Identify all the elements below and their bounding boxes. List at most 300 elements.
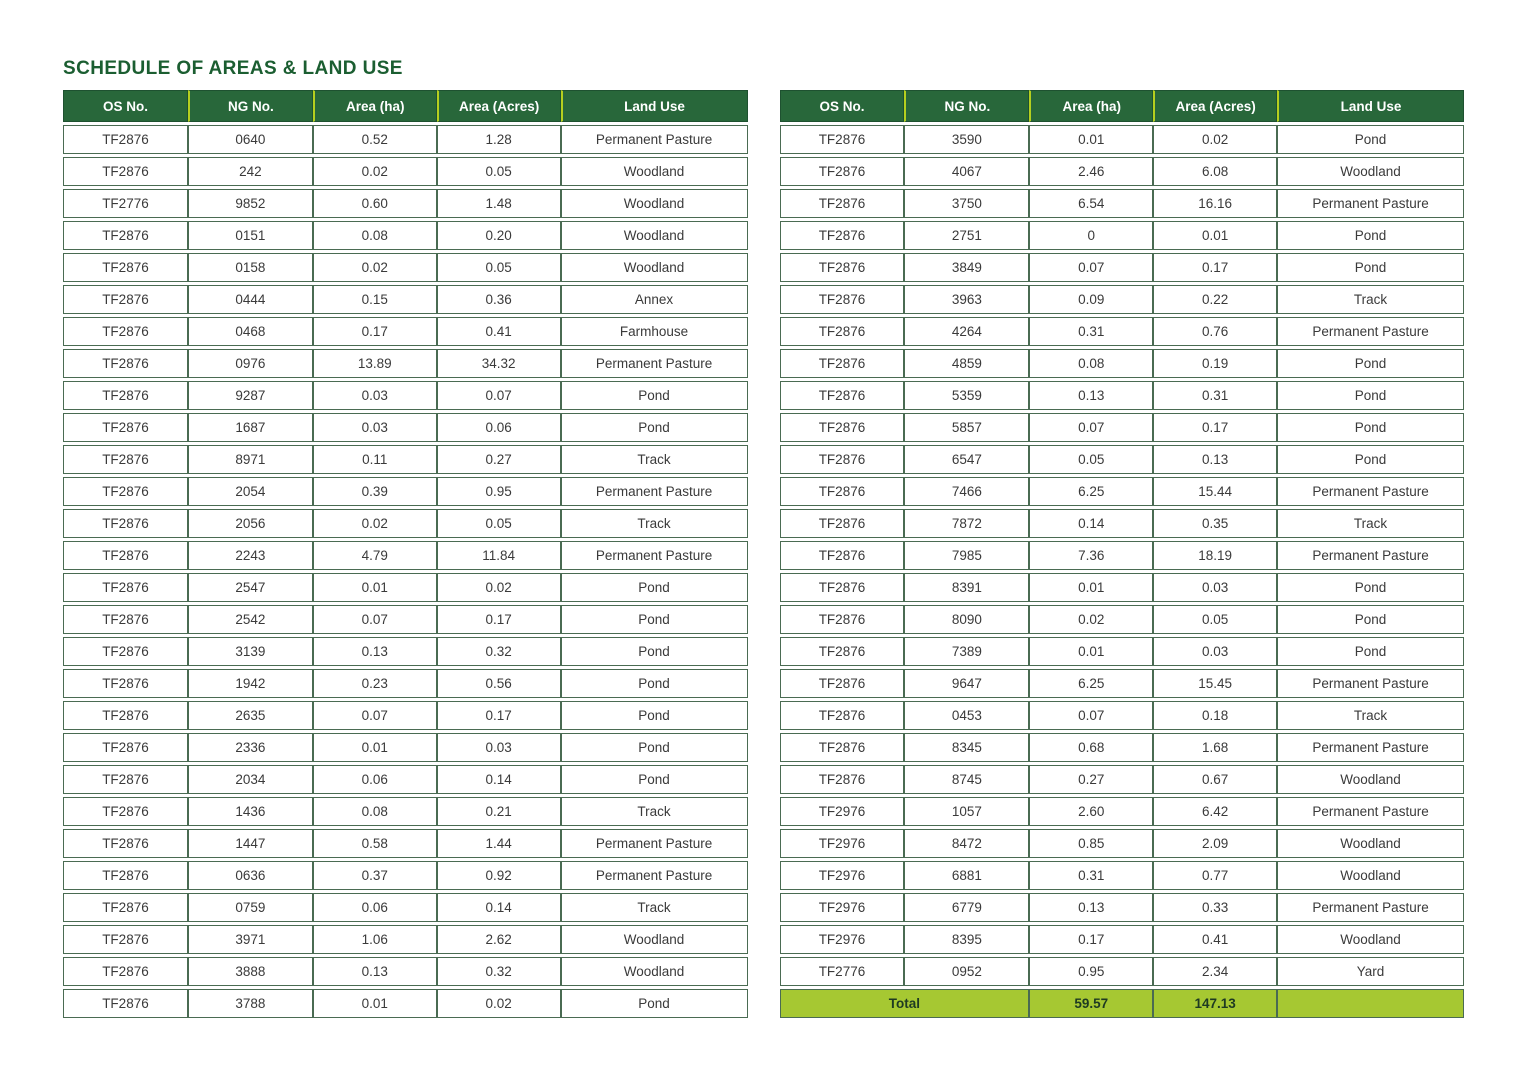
cell-land-use: Pond [561,701,748,730]
cell-os-no: TF2876 [780,253,905,282]
cell-land-use: Permanent Pasture [561,349,748,378]
table-row [780,445,1465,474]
page-title: SCHEDULE OF AREAS & LAND USE [63,58,403,79]
table-row [780,157,1465,186]
cell-area-acres: 0.33 [1153,893,1277,922]
total-area-acres: 147.13 [1153,989,1277,1018]
cell-area-acres: 0.02 [1153,125,1277,154]
cell-land-use: Pond [561,765,748,794]
cell-area-acres: 0.02 [437,989,561,1018]
cell-os-no: TF2876 [63,893,188,922]
cell-ng-no: 9647 [904,669,1029,698]
cell-os-no: TF2876 [63,541,188,570]
cell-area-ha: 2.46 [1029,157,1153,186]
cell-area-ha: 0.07 [1029,413,1153,442]
cell-land-use: Permanent Pasture [1277,893,1464,922]
cell-os-no: TF2876 [780,317,905,346]
cell-ng-no: 5857 [904,413,1029,442]
cell-area-ha: 0 [1029,221,1153,250]
cell-ng-no: 0468 [188,317,313,346]
cell-ng-no: 0158 [188,253,313,282]
cell-ng-no: 0636 [188,861,313,890]
cell-os-no: TF2876 [63,989,188,1018]
cell-area-ha: 0.07 [313,605,437,634]
cell-land-use: Pond [561,989,748,1018]
cell-os-no: TF2876 [780,445,905,474]
cell-area-ha: 0.01 [1029,573,1153,602]
cell-area-ha: 1.06 [313,925,437,954]
cell-os-no: TF2876 [780,157,905,186]
cell-land-use: Pond [561,733,748,762]
schedule-table-left [63,87,748,1021]
cell-os-no: TF2876 [780,637,905,666]
cell-area-acres: 0.17 [1153,253,1277,282]
cell-area-ha: 0.02 [313,253,437,282]
cell-os-no: TF2876 [63,157,188,186]
cell-os-no: TF2876 [63,253,188,282]
cell-area-acres: 1.48 [437,189,561,218]
cell-area-acres: 0.03 [1153,637,1277,666]
column-header-area-ha: Area (ha) [313,90,437,122]
cell-os-no: TF2876 [63,221,188,250]
cell-area-acres: 0.17 [437,605,561,634]
column-header-os-no: OS No. [780,90,905,122]
cell-land-use: Pond [561,381,748,410]
cell-area-acres: 0.56 [437,669,561,698]
table-row [63,541,748,570]
cell-ng-no: 0444 [188,285,313,314]
table-row [780,413,1465,442]
cell-os-no: TF2876 [63,573,188,602]
cell-area-ha: 0.14 [1029,509,1153,538]
table-row [63,701,748,730]
cell-land-use: Pond [1277,605,1464,634]
cell-os-no: TF2776 [780,957,905,986]
cell-area-acres: 0.22 [1153,285,1277,314]
cell-land-use: Pond [561,669,748,698]
cell-area-ha: 0.85 [1029,829,1153,858]
cell-area-ha: 0.39 [313,477,437,506]
cell-os-no: TF2876 [780,509,905,538]
column-header-ng-no: NG No. [188,90,313,122]
cell-land-use: Woodland [1277,925,1464,954]
cell-ng-no: 3849 [904,253,1029,282]
cell-ng-no: 6547 [904,445,1029,474]
cell-area-acres: 0.27 [437,445,561,474]
cell-area-acres: 0.41 [437,317,561,346]
cell-area-ha: 0.02 [1029,605,1153,634]
table-row [780,829,1465,858]
cell-area-ha: 0.06 [313,765,437,794]
cell-area-ha: 0.52 [313,125,437,154]
cell-ng-no: 8472 [904,829,1029,858]
table-row [63,829,748,858]
cell-land-use: Track [1277,509,1464,538]
cell-area-acres: 0.41 [1153,925,1277,954]
cell-os-no: TF2976 [780,797,905,826]
table-row [780,861,1465,890]
cell-ng-no: 5359 [904,381,1029,410]
cell-area-ha: 0.11 [313,445,437,474]
column-header-area-acres: Area (Acres) [437,90,561,122]
cell-os-no: TF2876 [63,125,188,154]
cell-os-no: TF2876 [63,509,188,538]
cell-ng-no: 6779 [904,893,1029,922]
cell-area-acres: 1.28 [437,125,561,154]
cell-ng-no: 2635 [188,701,313,730]
table-row [63,189,748,218]
cell-ng-no: 2054 [188,477,313,506]
cell-land-use: Permanent Pasture [1277,189,1464,218]
cell-ng-no: 9852 [188,189,313,218]
column-header-area-ha: Area (ha) [1029,90,1153,122]
cell-ng-no: 8971 [188,445,313,474]
table-row [780,669,1465,698]
table-row [63,893,748,922]
column-header-area-acres: Area (Acres) [1153,90,1277,122]
cell-ng-no: 0151 [188,221,313,250]
cell-ng-no: 1942 [188,669,313,698]
table-row [63,221,748,250]
table-row [63,157,748,186]
cell-area-ha: 0.02 [313,509,437,538]
cell-area-acres: 0.32 [437,637,561,666]
cell-area-acres: 11.84 [437,541,561,570]
cell-land-use: Track [561,445,748,474]
cell-os-no: TF2876 [63,925,188,954]
table-row [780,509,1465,538]
cell-os-no: TF2876 [63,765,188,794]
header-row [63,90,748,122]
cell-ng-no: 3590 [904,125,1029,154]
cell-ng-no: 8745 [904,765,1029,794]
cell-area-acres: 0.05 [437,509,561,538]
table-row [780,349,1465,378]
cell-land-use: Yard [1277,957,1464,986]
cell-area-acres: 2.34 [1153,957,1277,986]
column-header-ng-no: NG No. [904,90,1029,122]
table-row [63,125,748,154]
table-row [63,669,748,698]
table-row [63,637,748,666]
cell-area-ha: 0.07 [313,701,437,730]
cell-area-acres: 18.19 [1153,541,1277,570]
cell-land-use: Pond [1277,381,1464,410]
cell-land-use: Permanent Pasture [561,477,748,506]
cell-area-ha: 0.05 [1029,445,1153,474]
cell-area-acres: 0.36 [437,285,561,314]
cell-ng-no: 4264 [904,317,1029,346]
table-row [780,317,1465,346]
cell-ng-no: 3750 [904,189,1029,218]
cell-area-ha: 6.25 [1029,477,1153,506]
cell-land-use: Woodland [561,957,748,986]
cell-ng-no: 1057 [904,797,1029,826]
table-row [780,733,1465,762]
total-row [780,989,1465,1018]
table-row [780,605,1465,634]
cell-os-no: TF2876 [780,669,905,698]
total-land-use [1277,989,1464,1018]
cell-land-use: Permanent Pasture [561,861,748,890]
cell-area-ha: 6.25 [1029,669,1153,698]
cell-os-no: TF2876 [63,829,188,858]
cell-area-acres: 1.68 [1153,733,1277,762]
cell-area-acres: 1.44 [437,829,561,858]
table-row [63,605,748,634]
cell-area-ha: 0.23 [313,669,437,698]
cell-ng-no: 242 [188,157,313,186]
cell-area-ha: 0.07 [1029,253,1153,282]
cell-ng-no: 8395 [904,925,1029,954]
table-row [63,477,748,506]
cell-ng-no: 0453 [904,701,1029,730]
cell-ng-no: 2243 [188,541,313,570]
cell-os-no: TF2876 [780,541,905,570]
cell-os-no: TF2876 [63,477,188,506]
cell-area-ha: 0.01 [313,573,437,602]
cell-area-acres: 0.05 [1153,605,1277,634]
table-row [63,989,748,1018]
cell-area-acres: 0.20 [437,221,561,250]
cell-area-ha: 0.31 [1029,317,1153,346]
cell-os-no: TF2876 [63,413,188,442]
table-row [63,317,748,346]
cell-land-use: Track [561,797,748,826]
cell-area-ha: 0.01 [313,989,437,1018]
cell-os-no: TF2876 [780,221,905,250]
cell-area-acres: 34.32 [437,349,561,378]
cell-area-acres: 0.07 [437,381,561,410]
cell-area-acres: 0.05 [437,253,561,282]
cell-ng-no: 3888 [188,957,313,986]
cell-area-acres: 0.35 [1153,509,1277,538]
cell-land-use: Woodland [561,221,748,250]
cell-os-no: TF2876 [63,381,188,410]
cell-ng-no: 7872 [904,509,1029,538]
table-row [780,221,1465,250]
table-row [63,733,748,762]
cell-area-acres: 0.19 [1153,349,1277,378]
cell-area-acres: 2.62 [437,925,561,954]
cell-ng-no: 3139 [188,637,313,666]
table-row [63,381,748,410]
cell-area-acres: 0.01 [1153,221,1277,250]
cell-land-use: Woodland [1277,765,1464,794]
cell-land-use: Annex [561,285,748,314]
cell-os-no: TF2776 [63,189,188,218]
total-area-ha: 59.57 [1029,989,1153,1018]
cell-area-acres: 0.02 [437,573,561,602]
table-row [780,253,1465,282]
cell-os-no: TF2876 [780,189,905,218]
cell-area-ha: 0.68 [1029,733,1153,762]
cell-area-ha: 0.37 [313,861,437,890]
cell-ng-no: 0759 [188,893,313,922]
cell-area-ha: 0.13 [1029,893,1153,922]
cell-area-ha: 0.08 [313,797,437,826]
cell-area-ha: 0.13 [313,637,437,666]
cell-ng-no: 0640 [188,125,313,154]
cell-os-no: TF2876 [780,733,905,762]
cell-land-use: Permanent Pasture [561,125,748,154]
cell-land-use: Track [1277,285,1464,314]
cell-area-acres: 0.03 [1153,573,1277,602]
cell-os-no: TF2876 [780,477,905,506]
column-header-land-use: Land Use [1277,90,1464,122]
cell-area-acres: 15.45 [1153,669,1277,698]
cell-os-no: TF2876 [63,605,188,634]
cell-os-no: TF2876 [63,861,188,890]
cell-land-use: Track [1277,701,1464,730]
cell-ng-no: 0952 [904,957,1029,986]
table-header [63,90,748,122]
cell-os-no: TF2876 [63,957,188,986]
cell-area-ha: 0.58 [313,829,437,858]
cell-os-no: TF2876 [63,637,188,666]
cell-area-acres: 2.09 [1153,829,1277,858]
table-row [63,509,748,538]
cell-area-acres: 16.16 [1153,189,1277,218]
cell-land-use: Permanent Pasture [1277,541,1464,570]
cell-land-use: Permanent Pasture [1277,477,1464,506]
table-row [63,861,748,890]
cell-os-no: TF2876 [780,381,905,410]
cell-ng-no: 1447 [188,829,313,858]
cell-area-acres: 0.77 [1153,861,1277,890]
cell-ng-no: 8391 [904,573,1029,602]
cell-ng-no: 2751 [904,221,1029,250]
cell-area-ha: 0.03 [313,381,437,410]
cell-land-use: Pond [1277,445,1464,474]
cell-area-ha: 0.01 [1029,125,1153,154]
cell-area-ha: 13.89 [313,349,437,378]
cell-area-acres: 0.03 [437,733,561,762]
cell-area-acres: 15.44 [1153,477,1277,506]
cell-area-ha: 0.15 [313,285,437,314]
table-row [63,349,748,378]
table-row [780,765,1465,794]
cell-os-no: TF2976 [780,925,905,954]
cell-os-no: TF2876 [63,285,188,314]
cell-area-ha: 0.31 [1029,861,1153,890]
cell-os-no: TF2876 [780,701,905,730]
table-row [780,573,1465,602]
cell-area-ha: 0.02 [313,157,437,186]
table-body [780,125,1465,1018]
cell-area-ha: 0.08 [1029,349,1153,378]
cell-area-acres: 0.76 [1153,317,1277,346]
cell-area-ha: 4.79 [313,541,437,570]
cell-land-use: Track [561,509,748,538]
cell-os-no: TF2876 [63,701,188,730]
cell-area-acres: 6.08 [1153,157,1277,186]
table-row [63,445,748,474]
cell-area-acres: 6.42 [1153,797,1277,826]
cell-ng-no: 7389 [904,637,1029,666]
cell-os-no: TF2976 [780,829,905,858]
cell-area-ha: 7.36 [1029,541,1153,570]
table-row [780,285,1465,314]
table-row [63,253,748,282]
cell-area-ha: 0.07 [1029,701,1153,730]
cell-land-use: Permanent Pasture [1277,669,1464,698]
cell-area-acres: 0.06 [437,413,561,442]
cell-area-acres: 0.14 [437,765,561,794]
cell-ng-no: 7466 [904,477,1029,506]
cell-area-ha: 0.13 [1029,381,1153,410]
cell-ng-no: 1436 [188,797,313,826]
cell-os-no: TF2876 [780,413,905,442]
cell-ng-no: 4859 [904,349,1029,378]
cell-land-use: Woodland [561,189,748,218]
table-row [63,765,748,794]
table-row [780,541,1465,570]
cell-area-ha: 0.95 [1029,957,1153,986]
cell-land-use: Farmhouse [561,317,748,346]
cell-ng-no: 3971 [188,925,313,954]
cell-ng-no: 2547 [188,573,313,602]
cell-os-no: TF2876 [780,573,905,602]
cell-land-use: Woodland [561,157,748,186]
cell-os-no: TF2876 [63,669,188,698]
table-row [63,957,748,986]
schedule-table-right [780,87,1465,1021]
cell-ng-no: 1687 [188,413,313,442]
cell-area-acres: 0.32 [437,957,561,986]
table-row [63,413,748,442]
cell-os-no: TF2876 [63,445,188,474]
cell-area-acres: 0.14 [437,893,561,922]
cell-land-use: Permanent Pasture [1277,317,1464,346]
cell-area-acres: 0.31 [1153,381,1277,410]
cell-area-acres: 0.18 [1153,701,1277,730]
cell-area-ha: 2.60 [1029,797,1153,826]
cell-land-use: Woodland [1277,157,1464,186]
cell-land-use: Woodland [1277,829,1464,858]
cell-ng-no: 2336 [188,733,313,762]
cell-area-acres: 0.05 [437,157,561,186]
cell-ng-no: 8345 [904,733,1029,762]
cell-land-use: Woodland [1277,861,1464,890]
cell-ng-no: 6881 [904,861,1029,890]
cell-area-acres: 0.67 [1153,765,1277,794]
cell-land-use: Pond [1277,637,1464,666]
table-row [780,925,1465,954]
cell-land-use: Pond [561,573,748,602]
cell-ng-no: 7985 [904,541,1029,570]
cell-ng-no: 3963 [904,285,1029,314]
cell-area-acres: 0.17 [437,701,561,730]
cell-area-acres: 0.17 [1153,413,1277,442]
cell-area-ha: 0.17 [313,317,437,346]
cell-land-use: Permanent Pasture [1277,797,1464,826]
cell-land-use: Pond [1277,221,1464,250]
cell-land-use: Pond [1277,253,1464,282]
cell-land-use: Permanent Pasture [561,541,748,570]
table-row [780,957,1465,986]
cell-area-ha: 0.06 [313,893,437,922]
column-header-land-use: Land Use [561,90,748,122]
table-row [780,701,1465,730]
cell-land-use: Pond [1277,125,1464,154]
table-body [63,125,748,1018]
table-row [780,125,1465,154]
table-row [780,381,1465,410]
cell-os-no: TF2976 [780,861,905,890]
cell-os-no: TF2876 [780,285,905,314]
cell-land-use: Pond [561,413,748,442]
